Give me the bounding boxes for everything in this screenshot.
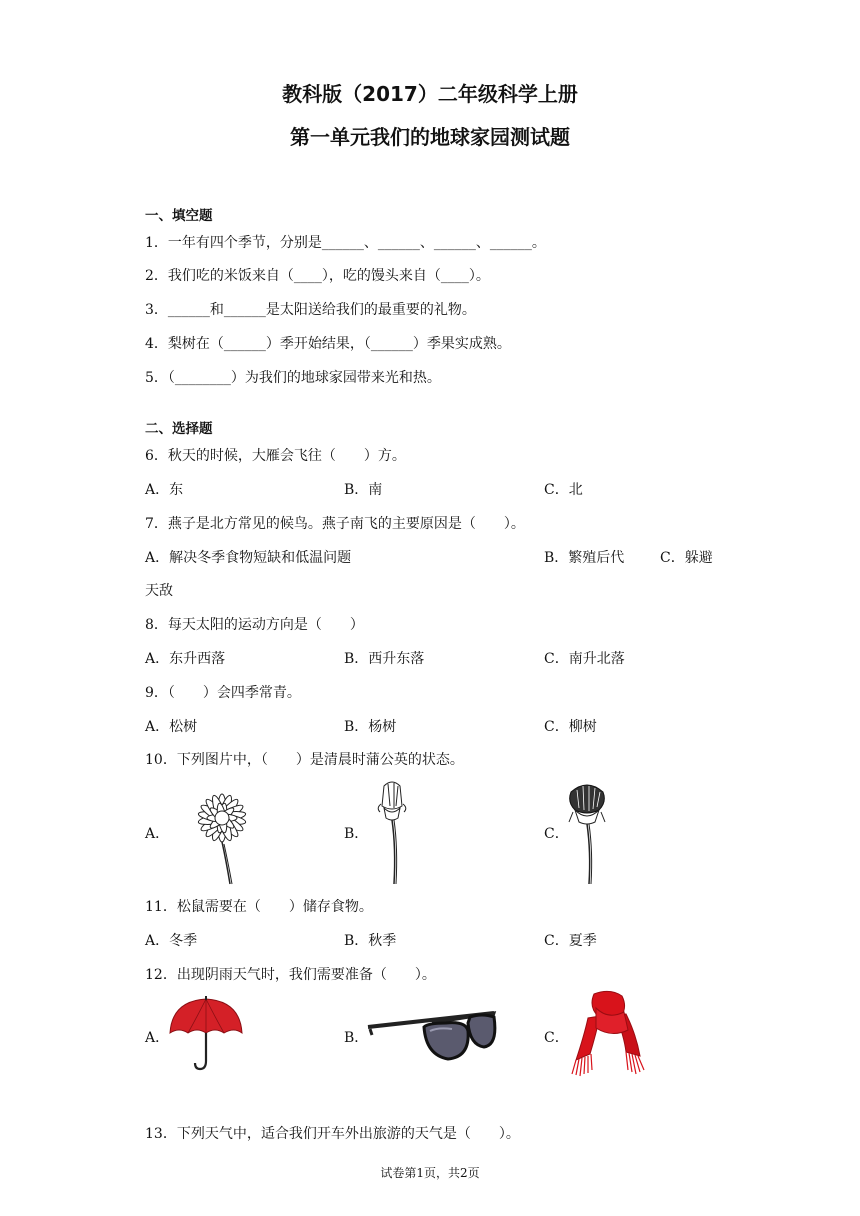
q11-option-c: C．夏季 [544,933,597,949]
q8-option-a: A．东升西落 [145,651,226,667]
q10-option-c: C． [544,826,569,842]
q10-option-b: B． [344,826,369,842]
q12-option-c: C． [544,1030,569,1046]
open-dandelion-flower-icon [170,780,275,885]
question-2: 2．我们吃的米饭来自（____），吃的馒头来自（____）。 [145,268,490,284]
question-3: 3．______和______是太阳送给我们的最重要的礼物。 [145,302,476,318]
q11-option-a: A．冬季 [145,933,198,949]
question-6: 6．秋天的时候，大雁会飞往（ ）方。 [145,448,406,464]
q9-option-b: B．杨树 [344,719,397,735]
q7-option-a: A．解决冬季食物短缺和低温问题 [145,550,352,566]
question-8: 8．每天太阳的运动方向是（ ） [145,617,364,633]
q8-option-c: C．南升北落 [544,651,625,667]
umbrella-icon [168,995,244,1071]
scarf-icon [566,990,648,1078]
closed-dandelion-bud-icon [372,778,412,886]
q9-option-c: C．柳树 [544,719,597,735]
question-7: 7．燕子是北方常见的候鸟。燕子南飞的主要原因是（ ）。 [145,516,525,532]
q7-option-c-continued: 天敌 [145,583,173,599]
q6-option-c: C．北 [544,482,583,498]
page-footer: 试卷第1页，共2页 [380,1166,480,1180]
q8-option-b: B．西升东落 [344,651,425,667]
q6-option-a: A．东 [145,482,184,498]
q11-option-b: B．秋季 [344,933,397,949]
sunglasses-icon [366,1005,498,1065]
title-line-1: 教科版（2017）二年级科学上册 [282,82,578,106]
half-open-dandelion-icon [563,778,611,886]
question-10: 10．下列图片中，（ ）是清晨时蒲公英的状态。 [145,752,464,768]
q9-option-a: A．松树 [145,719,198,735]
q6-option-b: B．南 [344,482,383,498]
section-fill-blank: 一、填空题 [145,208,213,224]
question-9: 9．（ ）会四季常青。 [145,685,301,701]
question-1: 1．一年有四个季节，分别是______、______、______、______。 [145,235,546,251]
question-12: 12．出现阴雨天气时，我们需要准备（ ）。 [145,967,436,983]
q12-option-b: B． [344,1030,369,1046]
title-line-2: 第一单元我们的地球家园测试题 [290,125,570,149]
section-multiple-choice: 二、选择题 [145,421,213,437]
question-13: 13．下列天气中，适合我们开车外出旅游的天气是（ ）。 [145,1126,520,1142]
q7-option-b: B．繁殖后代 [544,550,625,566]
question-11: 11．松鼠需要在（ ）储存食物。 [145,899,373,915]
question-5: 5．（________）为我们的地球家园带来光和热。 [145,370,441,386]
question-4: 4．梨树在（______）季开始结果，（______）季果实成熟。 [145,336,511,352]
q10-option-a: A． [145,826,170,842]
q7-option-c: C．躲避 [660,550,713,566]
q12-option-a: A． [145,1030,170,1046]
